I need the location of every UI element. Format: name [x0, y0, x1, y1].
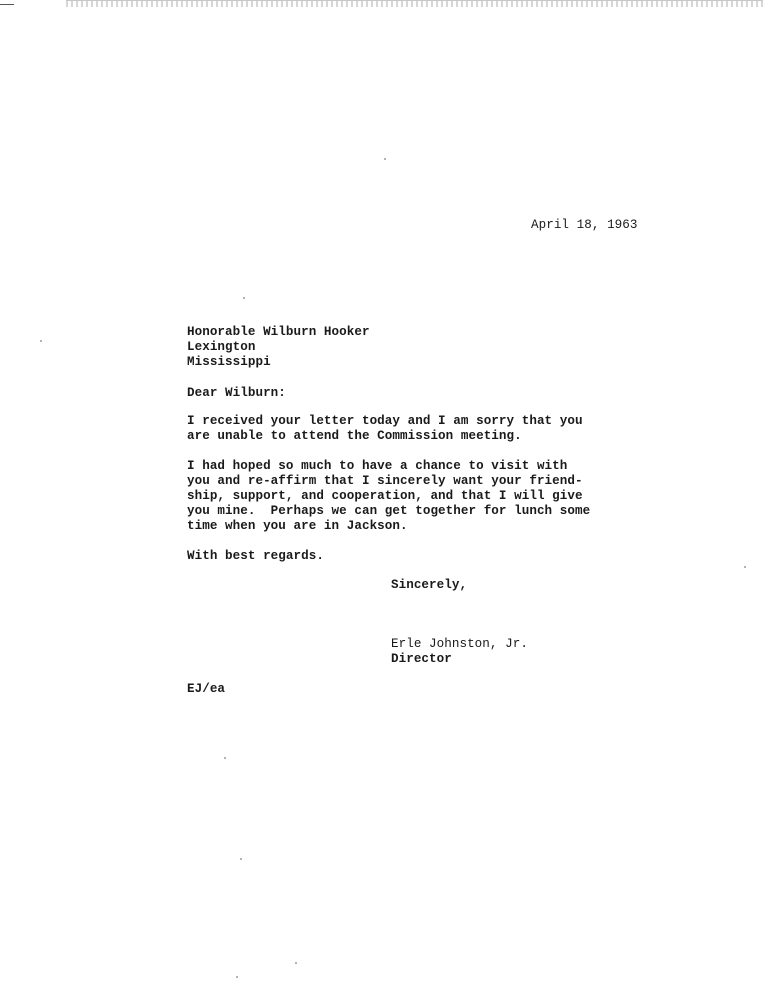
body-paragraph-1-line-2: are unable to attend the Commission meeting.	[187, 429, 522, 443]
salutation: Dear Wilburn:	[187, 386, 286, 400]
paper-speck	[40, 340, 42, 342]
closing: Sincerely,	[391, 578, 468, 592]
paper-speck	[295, 962, 297, 964]
corner-mark	[0, 4, 14, 5]
body-paragraph-3: With best regards.	[187, 549, 324, 563]
recipient-name: Honorable Wilburn Hooker	[187, 325, 370, 339]
body-paragraph-2-line-4: you mine. Perhaps we can get together for lunch some	[187, 504, 591, 518]
paper-speck	[240, 858, 242, 860]
paper-speck	[243, 297, 245, 299]
signer-name: Erle Johnston, Jr.	[391, 637, 528, 651]
body-paragraph-2-line-1: I had hoped so much to have a chance to visit with	[187, 459, 568, 473]
paper-speck	[744, 566, 746, 568]
paper-speck	[384, 158, 386, 160]
paper-speck	[224, 757, 226, 759]
paper-speck	[236, 976, 238, 978]
reference-initials: EJ/ea	[187, 682, 226, 696]
recipient-state: Mississippi	[187, 355, 271, 369]
body-paragraph-2-line-5: time when you are in Jackson.	[187, 519, 408, 533]
body-paragraph-2-line-3: ship, support, and cooperation, and that I will give	[187, 489, 583, 503]
body-paragraph-2-line-2: you and re-affirm that I sincerely want your friend-	[187, 474, 583, 488]
letter-date: April 18, 1963	[531, 218, 638, 232]
recipient-city: Lexington	[187, 340, 256, 354]
body-paragraph-1-line-1: I received your letter today and I am sorry that you	[187, 414, 583, 428]
signer-title: Director	[391, 652, 452, 666]
torn-top-edge	[66, 0, 763, 7]
